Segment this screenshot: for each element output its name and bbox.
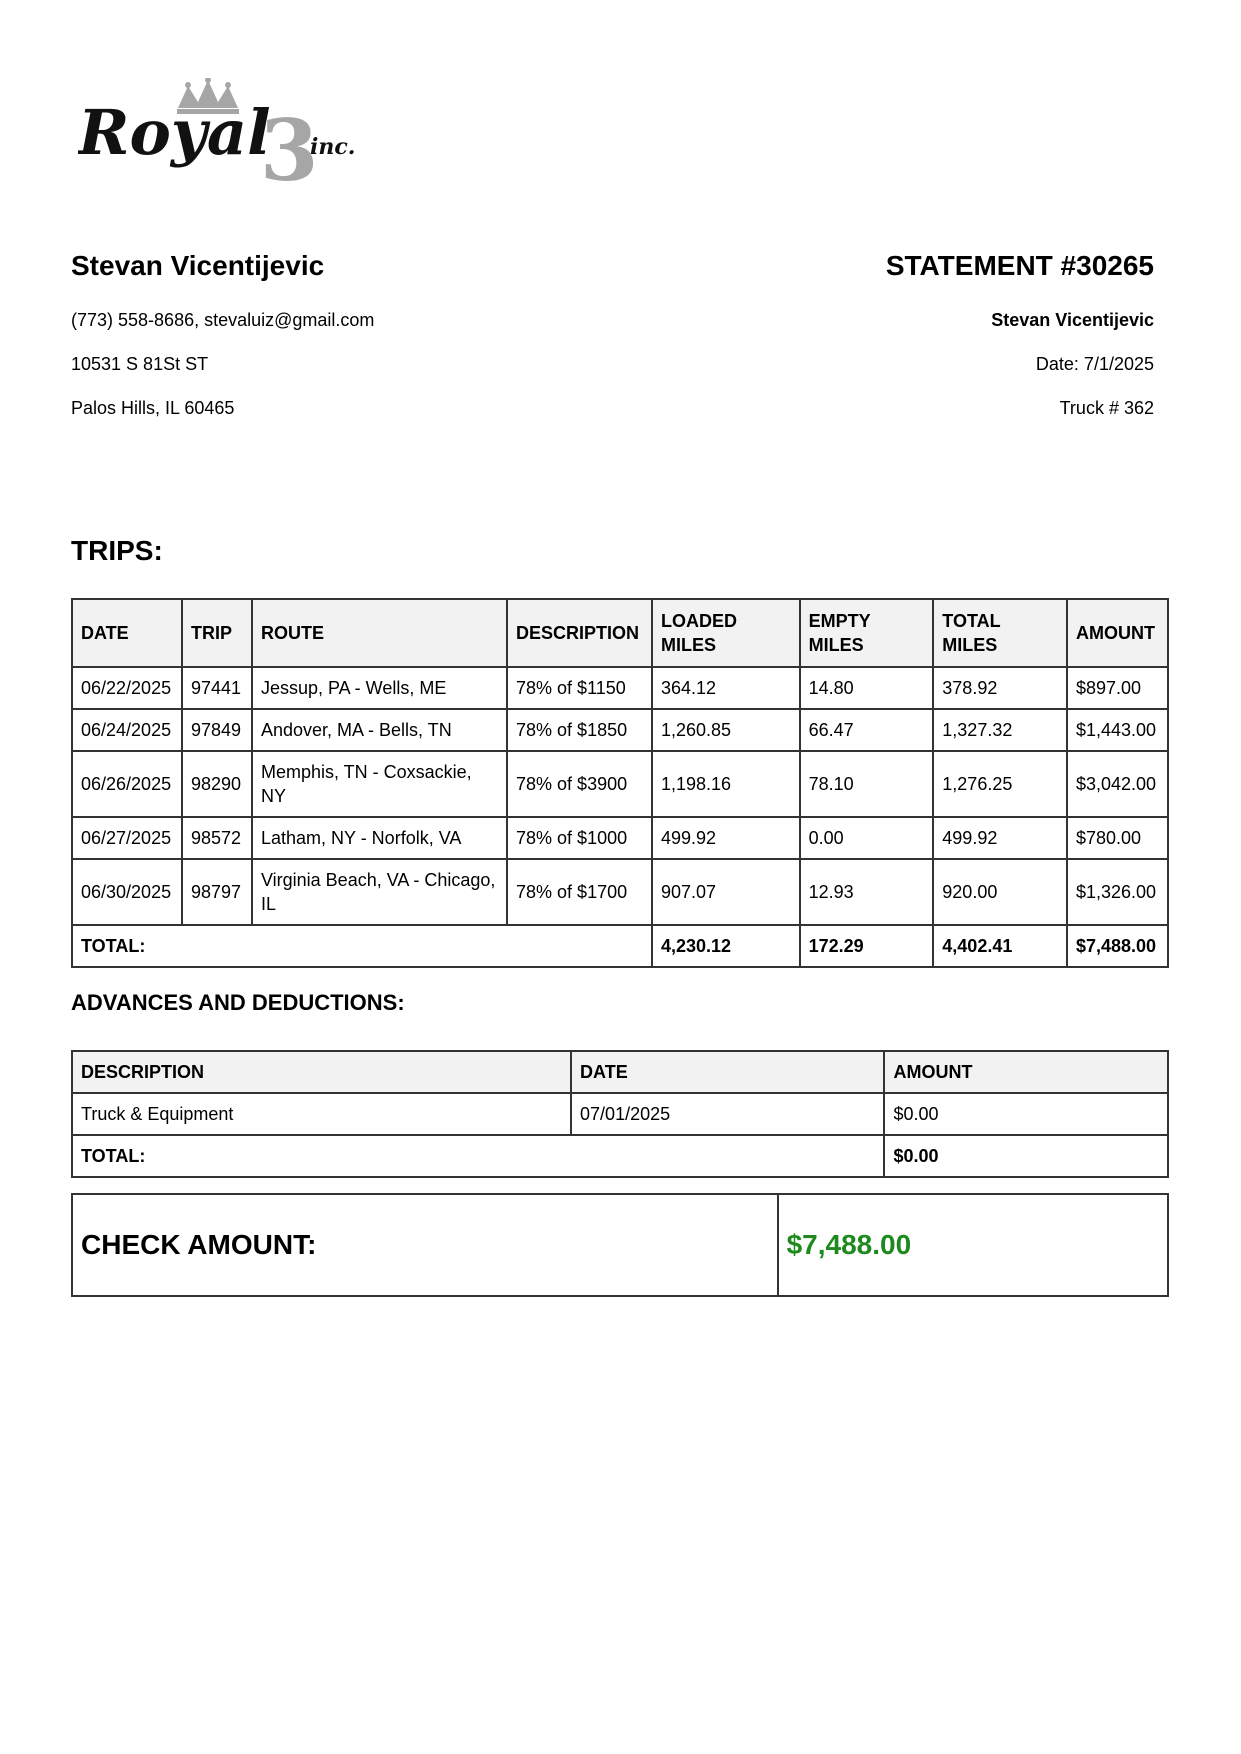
col-header-description: DESCRIPTION [507, 599, 652, 667]
check-amount-label: CHECK AMOUNT: [72, 1194, 778, 1296]
cell-empty-miles: 14.80 [800, 667, 934, 709]
trips-total-amount: $7,488.00 [1067, 925, 1168, 967]
svg-text:inc.: inc. [310, 134, 356, 160]
cell-empty-miles: 12.93 [800, 859, 934, 925]
cell-route: Latham, NY - Norfolk, VA [252, 817, 507, 859]
cell-loaded-miles: 1,198.16 [652, 751, 800, 817]
col-header-amount: AMOUNT [884, 1051, 1168, 1093]
trips-total-row [72, 925, 1168, 967]
col-header-amount: AMOUNT [1067, 599, 1168, 667]
trips-table [71, 598, 1169, 968]
cell-date: 06/22/2025 [72, 667, 182, 709]
col-header-loaded-miles: LOADED MILES [652, 599, 800, 667]
col-header-route: ROUTE [252, 599, 507, 667]
statement-driver-name: Stevan Vicentijevic [991, 310, 1154, 330]
table-row [72, 859, 1168, 925]
cell-amount: $3,042.00 [1067, 751, 1168, 817]
cell-loaded-miles: 499.92 [652, 817, 800, 859]
cell-empty-miles: 0.00 [800, 817, 934, 859]
table-row [72, 817, 1168, 859]
check-amount-box [71, 1193, 1169, 1297]
check-amount-value: $7,488.00 [778, 1194, 1168, 1296]
cell-total-miles: 499.92 [933, 817, 1067, 859]
cell-description: 78% of $1700 [507, 859, 652, 925]
cell-amount: $780.00 [1067, 817, 1168, 859]
cell-trip: 98290 [182, 751, 252, 817]
cell-description: 78% of $1150 [507, 667, 652, 709]
cell-empty-miles: 78.10 [800, 751, 934, 817]
statement-title: STATEMENT #30265 [885, 250, 1154, 281]
cell-date: 06/26/2025 [72, 751, 182, 817]
cell-amount: $1,443.00 [1067, 709, 1168, 751]
deductions-total-row [72, 1135, 1168, 1177]
cell-loaded-miles: 907.07 [652, 859, 800, 925]
table-row [72, 667, 1168, 709]
col-header-date: DATE [72, 599, 182, 667]
deductions-total-label: TOTAL: [72, 1135, 884, 1177]
trips-total-label: TOTAL: [72, 925, 652, 967]
table-row [72, 751, 1168, 817]
trips-total-miles: 4,402.41 [933, 925, 1067, 967]
cell-loaded-miles: 1,260.85 [652, 709, 800, 751]
cell-amount: $1,326.00 [1067, 859, 1168, 925]
col-header-empty-miles: EMPTY MILES [800, 599, 934, 667]
deductions-title: ADVANCES AND DEDUCTIONS: [71, 990, 405, 1015]
driver-name-title: Stevan Vicentijevic [71, 250, 325, 281]
deductions-header-row [72, 1051, 1168, 1093]
crown-icon [78, 78, 378, 188]
cell-route: Memphis, TN - Coxsackie, NY [252, 751, 507, 817]
driver-contact: (773) 558-8686, stevaluiz@gmail.com [71, 310, 375, 330]
cell-description: 78% of $1850 [507, 709, 652, 751]
svg-text:3: 3 [260, 101, 319, 188]
col-header-description: DESCRIPTION [72, 1051, 571, 1093]
cell-description: Truck & Equipment [72, 1093, 571, 1135]
table-row [72, 1093, 1168, 1135]
deductions-table [71, 1050, 1169, 1178]
truck-number: Truck # 362 [1059, 398, 1154, 418]
trips-title: TRIPS: [71, 535, 163, 566]
cell-amount: $0.00 [884, 1093, 1168, 1135]
cell-trip: 98797 [182, 859, 252, 925]
trips-total-empty: 172.29 [800, 925, 934, 967]
cell-date: 07/01/2025 [571, 1093, 884, 1135]
cell-route: Andover, MA - Bells, TN [252, 709, 507, 751]
cell-trip: 97441 [182, 667, 252, 709]
col-header-trip: TRIP [182, 599, 252, 667]
cell-route: Jessup, PA - Wells, ME [252, 667, 507, 709]
driver-address-line2: Palos Hills, IL 60465 [71, 398, 235, 418]
cell-empty-miles: 66.47 [800, 709, 934, 751]
svg-text:Royal: Royal [78, 96, 271, 169]
cell-total-miles: 1,327.32 [933, 709, 1067, 751]
driver-address-line1: 10531 S 81St ST [71, 354, 209, 374]
cell-trip: 98572 [182, 817, 252, 859]
deductions-total-amount: $0.00 [884, 1135, 1168, 1177]
col-header-total-miles: TOTAL MILES [933, 599, 1067, 667]
statement-date: Date: 7/1/2025 [1035, 354, 1154, 374]
cell-route: Virginia Beach, VA - Chicago, IL [252, 859, 507, 925]
trips-header-row [72, 599, 1168, 667]
cell-total-miles: 378.92 [933, 667, 1067, 709]
cell-trip: 97849 [182, 709, 252, 751]
cell-date: 06/30/2025 [72, 859, 182, 925]
table-row [72, 709, 1168, 751]
cell-total-miles: 920.00 [933, 859, 1067, 925]
col-header-date: DATE [571, 1051, 884, 1093]
company-logo [78, 78, 378, 188]
cell-loaded-miles: 364.12 [652, 667, 800, 709]
cell-date: 06/24/2025 [72, 709, 182, 751]
cell-total-miles: 1,276.25 [933, 751, 1067, 817]
cell-description: 78% of $3900 [507, 751, 652, 817]
cell-date: 06/27/2025 [72, 817, 182, 859]
trips-total-loaded: 4,230.12 [652, 925, 800, 967]
cell-description: 78% of $1000 [507, 817, 652, 859]
cell-amount: $897.00 [1067, 667, 1168, 709]
